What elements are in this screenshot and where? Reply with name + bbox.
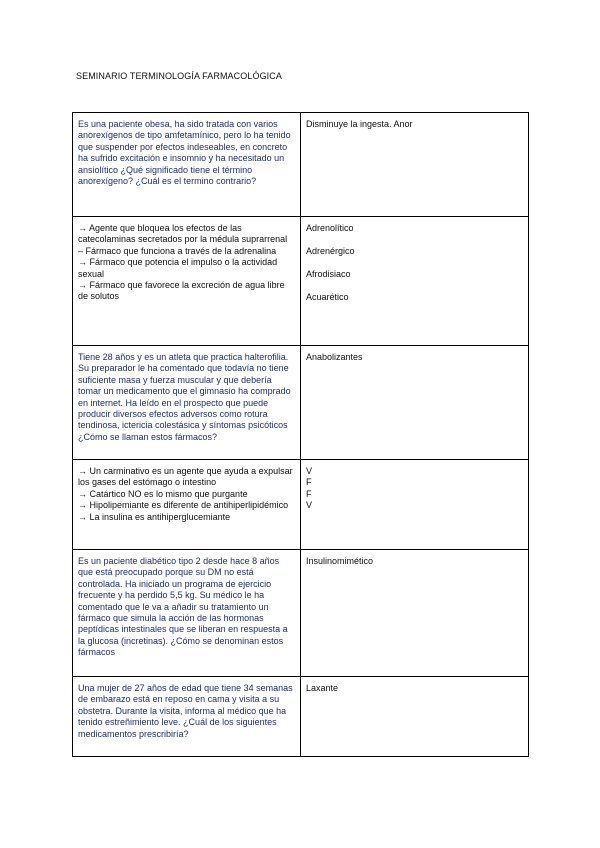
table-row <box>73 550 529 677</box>
answer-cell: Insulinomimético <box>301 550 529 677</box>
statement-item: → Un carminativo es un agente que ayuda a expulsar los gases del estómago o intestino <box>78 466 293 488</box>
term-item: Adrenolítico <box>306 223 354 233</box>
answer-cell: Laxante <box>301 677 529 757</box>
table-row <box>73 113 529 217</box>
question-cell: Es un paciente diabético tipo 2 desde hace 8 años que está preocupado porque su DM no está controlada. Ha iniciado un programa de ejercicio frecuente y ha perdido 5,5 kg. Su médico le ha comentado que le va a añadir su tratamiento un fármaco que simula la acción de las hormonas peptídicas intestinales que se liberan en respuesta a la glucosa (incretinas). ¿Cómo se denominan estos fármacos <box>73 550 301 677</box>
answer-cell: Anabolizantes <box>301 346 529 460</box>
tf-answer: F <box>306 488 312 499</box>
answer-cell: Disminuye la ingesta. Anor <box>301 113 529 217</box>
definition-item: → Fármaco que potencia el impulso o la actividad sexual <box>78 257 278 279</box>
question-cell: Tiene 28 años y es un atleta que practica halterofilia. Su preparador le ha comentado que todavía no tiene suficiente masa y fuerza muscular y que debería tomar un medicamento que el gimnasio ha comprado en internet. Ha leído en el prospecto que puede producir diversos efectos adversos como rotura tendinosa, ictericia colestásica y síntomas psicóticos ¿Cómo se llaman estos fármacos? <box>73 346 301 460</box>
table-row <box>73 677 529 757</box>
table-row <box>73 346 529 460</box>
tf-answer: V <box>306 466 313 476</box>
terms-cell <box>301 217 529 346</box>
term-item: Adrenérgico <box>306 246 355 256</box>
table-row <box>73 460 529 550</box>
tf-answer: V <box>306 500 313 511</box>
table-row <box>73 217 529 346</box>
definitions-cell <box>73 217 301 346</box>
true-false-cell <box>301 460 529 550</box>
page-title: SEMINARIO TERMINOLOGÍA FARMACOLÓGICA <box>76 71 282 81</box>
definition-item: → Agente que bloquea los efectos de las catecolaminas secretados por la médula suprarrenal <box>78 223 288 245</box>
statement-item: → Hipolipemiante es diferente de antihiperlipidémico <box>78 500 289 511</box>
term-item: Afrodisiaco <box>306 269 351 279</box>
statements-cell <box>73 460 301 550</box>
question-cell: Una mujer de 27 años de edad que tiene 34 semanas de embarazo está en reposo en cama y visita a su obstetra. Durante la visita, informa al médico que ha tenido estreñimiento leve. ¿Cuál de los siguientes medicamentos prescribiría? <box>73 677 301 757</box>
statement-item: → La insulina es antihiperglucemiante <box>78 511 231 522</box>
tf-answer: F <box>306 477 312 488</box>
question-cell: Es una paciente obesa, ha sido tratada con varios anorexígenos de tipo amfetamínico, pero lo ha tenido que suspender por efectos indeseables, en concreto ha sufrido excitación e insomnio y ha necesitado un ansiolítico ¿Qué significado tiene el término anorexígeno? ¿Cuál es el termino contrario? <box>73 113 301 217</box>
statement-item: → Catártico NO es lo mismo que purgante <box>78 488 248 499</box>
definition-item: → Fármaco que favorece la excreción de agua libre de solutos <box>78 280 285 302</box>
definition-item: – Fármaco que funciona a través de la adrenalina <box>78 245 277 256</box>
terminology-table <box>72 112 529 757</box>
term-item: Acuarético <box>306 292 349 302</box>
